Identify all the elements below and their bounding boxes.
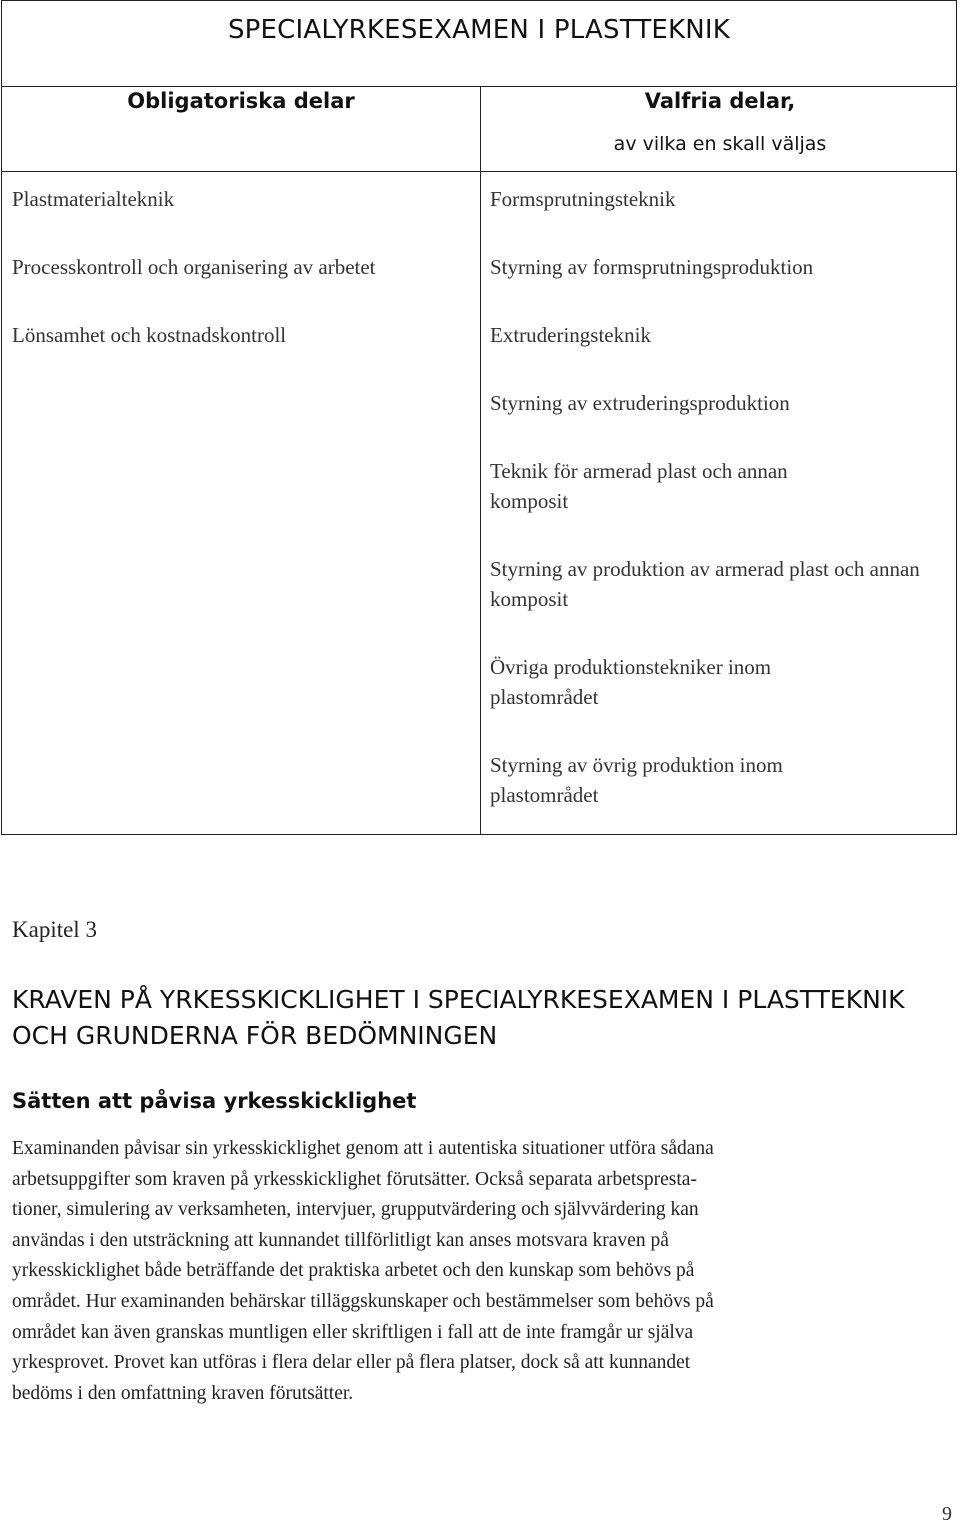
table-header-row xyxy=(2,87,956,172)
optional-part: Styrning av formsprutningsproduktion xyxy=(490,255,814,279)
optional-parts-subheader: av vilka en skall väljas xyxy=(613,133,827,155)
paragraph-line: användas i den utsträckning att kunnandet tillförlitligt kan anses motsvara kraven på xyxy=(12,1229,669,1251)
mandatory-part: Plastmaterialteknik xyxy=(12,187,175,211)
paragraph-line: arbetsuppgifter som kraven på yrkesskicklighet förutsätter. Också separata arbetspresta- xyxy=(12,1168,697,1190)
paragraph-line: yrkesprovet. Provet kan utföras i flera delar eller på flera platser, dock så att kunnandet xyxy=(12,1352,691,1374)
table-title: SPECIALYRKESEXAMEN I PLASTTEKNIK xyxy=(227,15,731,45)
mandatory-part: Lönsamhet och kostnadskontroll xyxy=(12,323,287,347)
paragraph-line: yrkesskicklighet både beträffande det praktiska arbetet och den kunskap som behövs på xyxy=(12,1260,695,1282)
body-paragraph xyxy=(12,1134,954,1409)
optional-part: Styrning av övrig produktion inom plastområdet xyxy=(490,753,783,807)
optional-part: Extruderingsteknik xyxy=(490,323,651,347)
optional-part: Styrning av extruderingsproduktion xyxy=(490,391,790,415)
table-title-row xyxy=(2,1,956,87)
chapter-label: Kapitel 3 xyxy=(12,917,97,942)
optional-part: Styrning av produktion av armerad plast och annan komposit xyxy=(490,557,920,611)
column-divider xyxy=(480,87,481,834)
optional-part: Formsprutningsteknik xyxy=(490,187,676,211)
optional-part: Teknik för armerad plast och annan komposit xyxy=(490,459,788,513)
paragraph-line: området. Hur examinanden behärskar tilläggskunskaper och bestämmelser som behövs på xyxy=(12,1290,714,1312)
paragraph-line: området kan även granskas muntligen eller skriftligen i fall att de inte framgår ur själva xyxy=(12,1321,694,1343)
optional-parts-list xyxy=(490,184,930,848)
section-subheading: Sätten att påvisa yrkesskicklighet xyxy=(12,1089,417,1113)
paragraph-line: tioner, simulering av verksamheten, intervjuer, grupputvärdering och självvärdering kan xyxy=(12,1199,699,1221)
paragraph-line: Examinanden påvisar sin yrkesskicklighet genom att i autentiska situationer utföra sådana xyxy=(12,1138,714,1159)
mandatory-parts-header: Obligatoriska delar xyxy=(127,89,355,113)
page-number: 9 xyxy=(942,1503,952,1525)
mandatory-parts-list xyxy=(12,184,472,388)
optional-part: Övriga produktionstekniker inom plastområdet xyxy=(490,655,772,709)
chapter-heading: KRAVEN PÅ YRKESSKICKLIGHET I SPECIALYRKESEXAMEN I PLASTTEKNIK OCH GRUNDERNA FÖR BEDÖMNINGEN xyxy=(12,985,905,1050)
paragraph-line: bedöms i den omfattning kraven förutsätter. xyxy=(12,1382,354,1404)
mandatory-part: Processkontroll och organisering av arbetet xyxy=(12,255,376,279)
optional-parts-header: Valfria delar, xyxy=(644,89,796,113)
